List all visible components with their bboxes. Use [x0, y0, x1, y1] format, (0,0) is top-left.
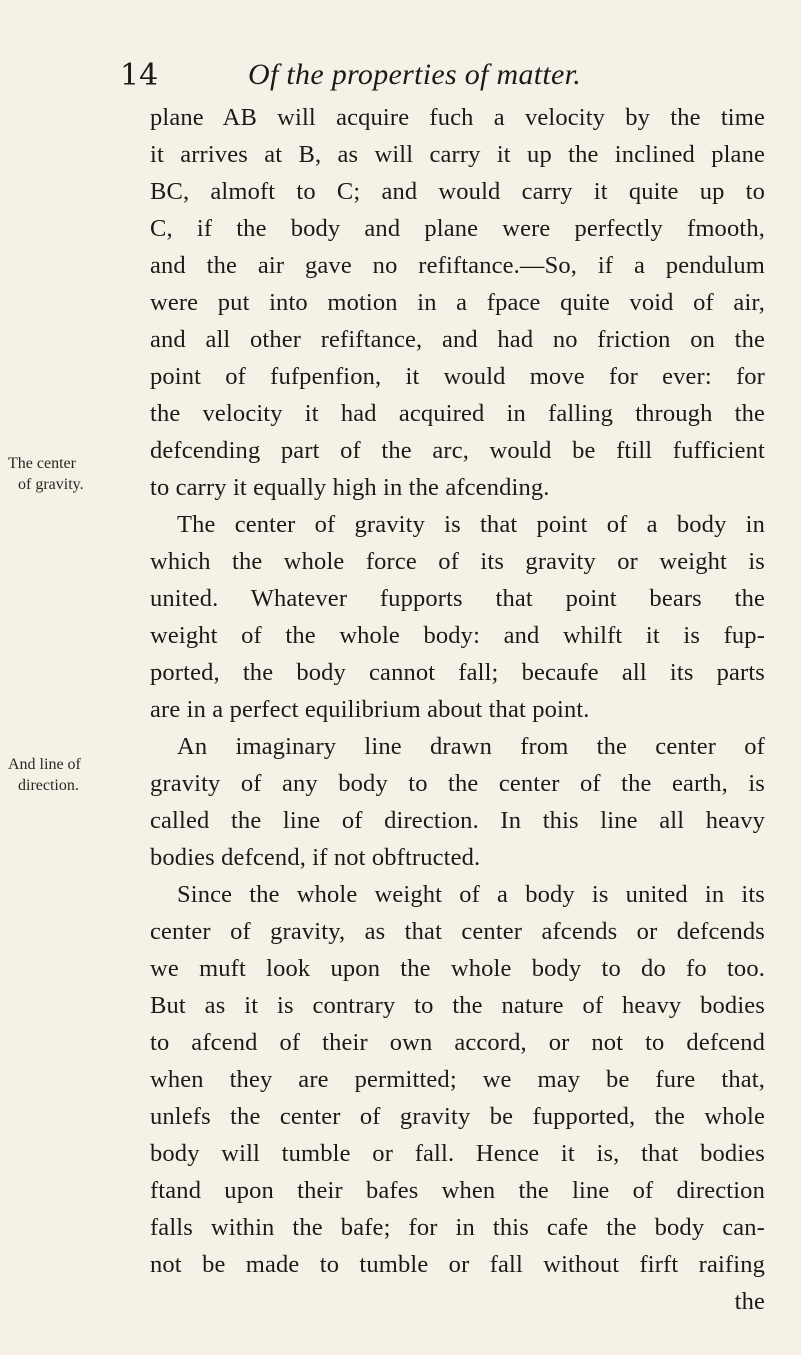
text-line: it arrives at B, as will carry it up the inclined plane	[150, 141, 765, 168]
text-line: falls within the bafe; for in this cafe the body can-	[150, 1214, 765, 1241]
page-header	[120, 58, 760, 98]
text-line: weight of the whole body: and whilft it is fup-	[150, 622, 765, 649]
text-line: plane AB will acquire fuch a velocity by the time	[150, 104, 765, 131]
page-number: 14	[120, 58, 159, 93]
text-line: to afcend of their own accord, or not to defcend	[150, 1029, 765, 1056]
text-line: An imaginary line drawn from the center of	[177, 733, 765, 760]
text-line: defcending part of the arc, would be ftill fufficient	[150, 437, 765, 464]
margin-note-line: direction.	[18, 777, 79, 794]
text-line: we muft look upon the whole body to do fo too.	[150, 955, 765, 982]
margin-note-line: The center	[8, 455, 76, 472]
text-line: unlefs the center of gravity be fupported, the whole	[150, 1103, 765, 1130]
text-line: C, if the body and plane were perfectly fmooth,	[150, 215, 765, 242]
margin-note-line-of-direction	[8, 754, 148, 796]
text-line: center of gravity, as that center afcends or defcends	[150, 918, 765, 945]
text-line: united. Whatever fupports that point bears the	[150, 585, 765, 612]
body-text	[150, 99, 765, 1320]
margin-note-line: of gravity.	[18, 476, 84, 493]
text-line: are in a perfect equilibrium about that point.	[150, 696, 590, 723]
text-line: body will tumble or fall. Hence it is, that bodies	[150, 1140, 765, 1167]
running-head: Of the properties of matter.	[248, 58, 582, 91]
text-line: The center of gravity is that point of a body in	[177, 511, 765, 538]
text-line: ported, the body cannot fall; becaufe all its parts	[150, 659, 765, 686]
text-line: the velocity it had acquired in falling through the	[150, 400, 765, 427]
text-line: called the line of direction. In this line all heavy	[150, 807, 765, 834]
text-line: But as it is contrary to the nature of heavy bodies	[150, 992, 765, 1019]
margin-note-line: And line of	[8, 756, 81, 773]
text-line: were put into motion in a fpace quite void of air,	[150, 289, 765, 316]
text-line: Since the whole weight of a body is united in its	[177, 881, 765, 908]
text-line: gravity of any body to the center of the earth, is	[150, 770, 765, 797]
text-line: to carry it equally high in the afcending.	[150, 474, 550, 501]
text-line: ftand upon their bafes when the line of direction	[150, 1177, 765, 1204]
text-line: and the air gave no refiftance.—So, if a pendulum	[150, 252, 765, 279]
text-line: BC, almoft to C; and would carry it quite up to	[150, 178, 765, 205]
catchword: the	[734, 1288, 765, 1315]
text-line: not be made to tumble or fall without firft raifing	[150, 1251, 765, 1278]
text-line: point of fufpenfion, it would move for ever: for	[150, 363, 765, 390]
text-line: and all other refiftance, and had no friction on the	[150, 326, 765, 353]
text-line: bodies defcend, if not obftructed.	[150, 844, 481, 871]
margin-note-center-of-gravity	[8, 453, 148, 495]
text-line: when they are permitted; we may be fure that,	[150, 1066, 765, 1093]
text-line: which the whole force of its gravity or weight is	[150, 548, 765, 575]
